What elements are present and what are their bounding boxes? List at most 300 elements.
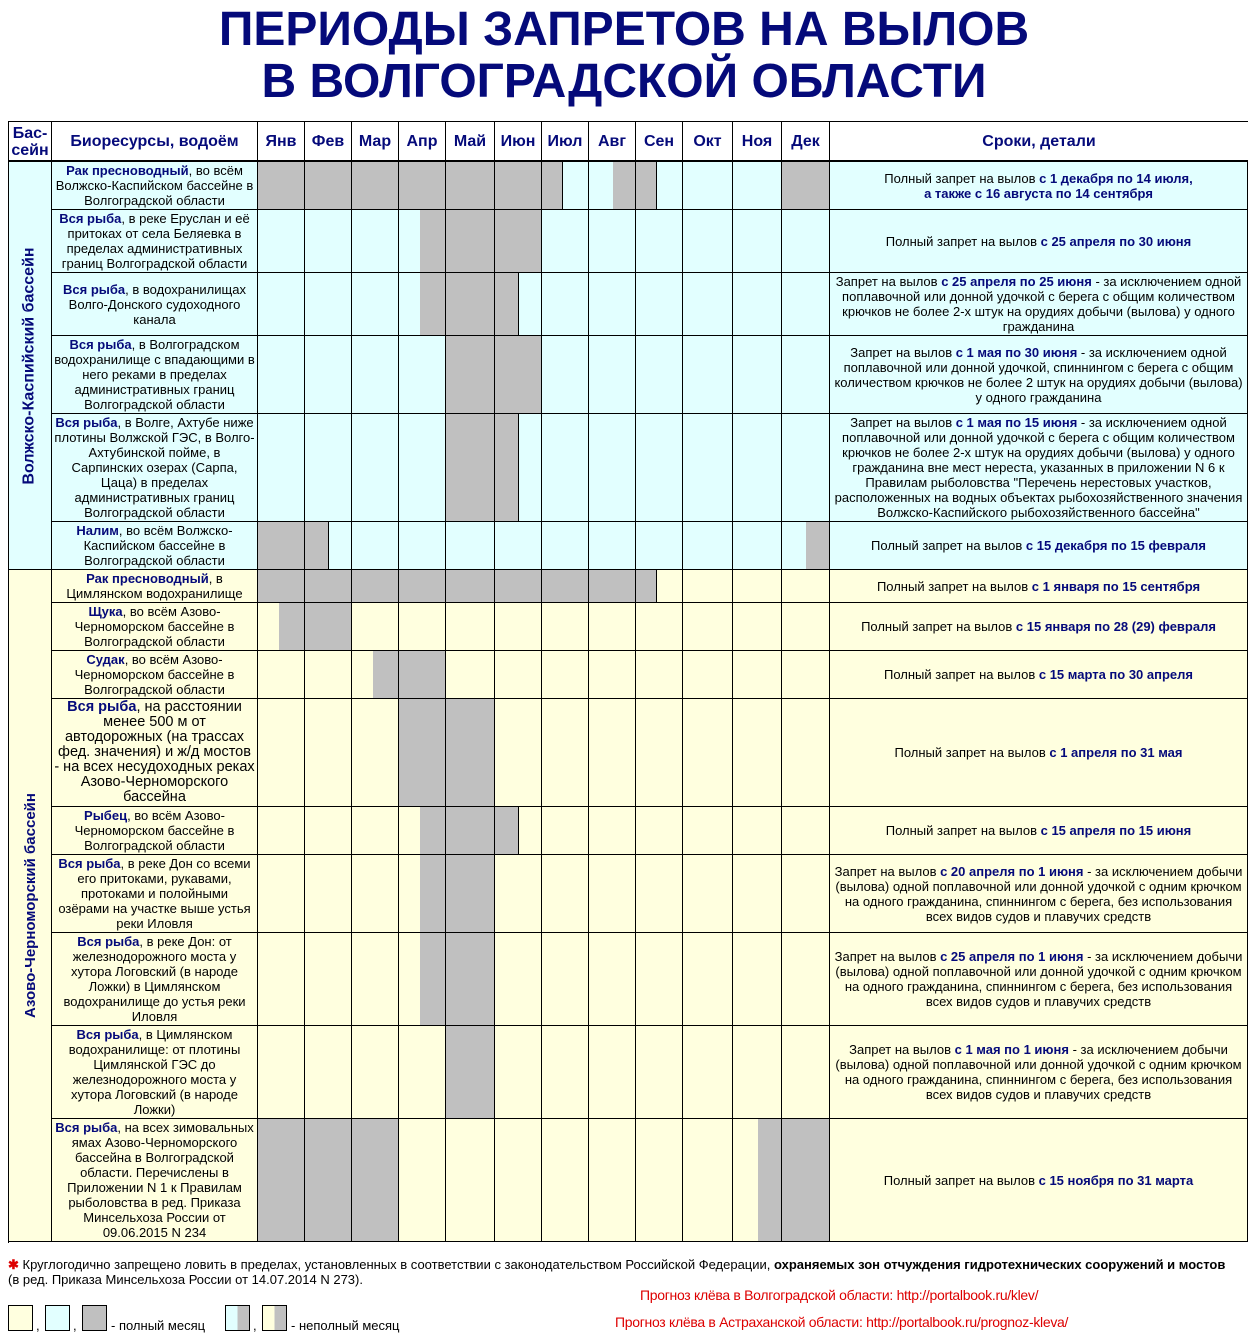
resource-cell	[52, 1026, 258, 1119]
month-divider	[304, 603, 305, 650]
month-cell	[683, 162, 733, 210]
month-cell	[636, 699, 683, 807]
month-cell	[683, 336, 733, 414]
month-cell	[782, 210, 830, 273]
header-resources-label: Биоресурсы, водоём	[70, 133, 239, 150]
header-month	[399, 122, 446, 162]
header-month-label: Фев	[311, 133, 345, 150]
details-condition: - за исключением одной поплавочной или донной удочкой, спиннингом с берега с общим количеством крючков не более 2 штук на орудиях добычи (вылова) у одного гражданина	[834, 344, 1243, 405]
month-divider	[541, 570, 542, 602]
month-divider	[635, 162, 636, 209]
page-title	[0, 4, 1248, 108]
resource-text	[54, 571, 255, 601]
month-cell	[399, 1119, 446, 1242]
month-cell	[636, 933, 683, 1026]
month-cell	[542, 273, 589, 336]
month-cell	[258, 807, 305, 855]
resource-cell	[52, 603, 258, 651]
month-cell	[636, 273, 683, 336]
header-resources	[52, 122, 258, 162]
month-cell	[733, 699, 782, 807]
details-period: с 1 мая по 1 июня	[954, 1042, 1069, 1057]
ban-period-bar	[258, 522, 329, 569]
month-cell	[258, 699, 305, 807]
header-month	[305, 122, 352, 162]
details-cell	[830, 336, 1248, 414]
details-cell	[830, 603, 1248, 651]
month-cell	[782, 603, 830, 651]
month-cell	[305, 273, 352, 336]
month-cell	[733, 933, 782, 1026]
month-cell	[542, 1119, 589, 1242]
month-cell	[352, 933, 399, 1026]
legend-comma: ,	[73, 1318, 77, 1333]
month-cell	[542, 414, 589, 522]
ban-period-bar	[258, 1119, 399, 1241]
details-prefix: Полный запрет на вылов	[876, 578, 1032, 594]
resource-species: Вся рыба	[55, 415, 118, 430]
details-prefix: Полный запрет на вылов	[884, 667, 1039, 682]
month-cell	[352, 414, 399, 522]
month-cell	[589, 1026, 636, 1119]
month-cell	[733, 807, 782, 855]
details-cell	[830, 1026, 1248, 1119]
month-cell	[258, 933, 305, 1026]
month-cell	[446, 522, 495, 570]
month-cell	[733, 1026, 782, 1119]
month-divider	[304, 570, 305, 602]
month-cell	[542, 522, 589, 570]
month-cell	[636, 414, 683, 522]
resource-text	[54, 415, 255, 520]
resource-cell	[52, 933, 258, 1026]
month-cell	[733, 273, 782, 336]
details-period: с 1 января по 15 сентября	[1031, 578, 1201, 594]
footnote-ref: (в ред. Приказа Минсельхоза России от 14.07.2014 N 273).	[8, 1272, 363, 1287]
resource-text	[54, 211, 255, 271]
month-cell	[782, 336, 830, 414]
header-month-label: Июн	[500, 133, 536, 150]
month-cell	[542, 933, 589, 1026]
header-month	[782, 122, 830, 162]
basin-name: Волжско-Каспийский бассейн	[21, 246, 38, 485]
month-cell	[305, 210, 352, 273]
month-cell	[636, 522, 683, 570]
header-month-label: Ноя	[741, 133, 773, 150]
month-cell	[305, 414, 352, 522]
resource-text	[54, 282, 255, 327]
month-divider	[494, 414, 495, 521]
legend-swatch-partial-volga	[225, 1305, 250, 1331]
title-line-1: ПЕРИОДЫ ЗАПРЕТОВ НА ВЫЛОВ	[218, 3, 1030, 56]
details-period: с 1 апреля по 31 мая	[1049, 745, 1183, 760]
month-cell	[733, 603, 782, 651]
month-cell	[352, 699, 399, 807]
link-astrakhan-forecast[interactable]: Прогноз клёва в Астраханской области: http://portalbook.ru/prognoz-kleva/	[615, 1314, 1069, 1330]
resource-location: , во всём Азово-Черноморском бассейне в Волгоградской области	[74, 808, 235, 853]
resource-species: Вся рыба	[77, 934, 140, 949]
month-cell	[589, 273, 636, 336]
month-cell	[636, 651, 683, 699]
resource-species: Вся рыба	[76, 1027, 139, 1042]
details-prefix: Полный запрет на вылов	[884, 170, 1040, 186]
month-cell	[683, 699, 733, 807]
month-cell	[258, 855, 305, 933]
month-divider	[445, 570, 446, 602]
month-divider	[398, 651, 399, 698]
details-text	[834, 864, 1243, 924]
month-cell	[542, 603, 589, 651]
details-condition: - за исключением добычи (вылова) одной поплавочной или донной удочкой с одним крючком на одного гражданина, спиннингом с берега, без использования всех видов судов и плавучих средств	[835, 863, 1243, 924]
month-cell	[305, 699, 352, 807]
resource-species: Вся рыба	[67, 699, 137, 715]
month-cell	[636, 210, 683, 273]
month-cell	[636, 855, 683, 933]
month-cell	[305, 855, 352, 933]
header-month	[258, 122, 305, 162]
resource-location: , в Цимлянском водохранилище: от плотины Цимлянской ГЭС до железнодорожного моста у хутора Логовский (в народе Ложки)	[68, 1027, 241, 1117]
title-line-2: В ВОЛГОГРАДСКОЙ ОБЛАСТИ	[261, 55, 987, 108]
month-cell	[782, 414, 830, 522]
month-cell	[352, 336, 399, 414]
month-cell	[589, 336, 636, 414]
resource-location: , в реке Дон: от железнодорожного моста у хутора Логовский (в народе Ложки) в Цимлянском водохранилище до устья реки Иловля	[63, 934, 246, 1024]
month-divider	[588, 570, 589, 602]
header-month-label: Мар	[358, 133, 392, 150]
header-month	[733, 122, 782, 162]
details-text	[884, 667, 1193, 682]
details-condition: - за исключением одной поплавочной или донной удочкой с берега с общим количеством крючков не более 2-х штук на орудиях добычи (вылова) у одного гражданина вне мест нереста, указанных в приложении N 6 к Правилам рыболовства "Перечень нерестовых участков, расположенных на водных объектах рыбохозяйственного значения Волжско-Каспийского рыбохозяйственного бассейна"	[834, 415, 1243, 520]
basin-name: Азово-Черноморский бассейн	[21, 793, 39, 1018]
month-divider	[445, 855, 446, 932]
month-divider	[445, 162, 446, 209]
details-period: с 20 апреля по 1 июня	[940, 863, 1084, 879]
details-cell	[830, 933, 1248, 1026]
basin-label-cell	[9, 162, 52, 570]
footnote	[8, 1257, 1244, 1287]
month-divider	[541, 162, 542, 209]
resource-text	[54, 856, 255, 931]
details-cell	[830, 855, 1248, 933]
details-text	[895, 745, 1183, 760]
month-cell	[399, 414, 446, 522]
resource-text	[54, 1027, 255, 1117]
resource-location: , в Волгоградском водохранилище с впадающими в него реками в пределах административных границ Волгоградской области	[54, 337, 255, 412]
month-cell	[782, 807, 830, 855]
resource-species: Щука	[88, 604, 123, 619]
month-cell	[305, 1026, 352, 1119]
resource-species: Вся рыба	[55, 1120, 118, 1135]
month-cell	[782, 273, 830, 336]
resource-text	[54, 523, 255, 568]
header-month-label: Авг	[597, 133, 627, 150]
resource-species: Налим	[76, 523, 119, 538]
details-text	[884, 1173, 1194, 1188]
month-cell	[683, 210, 733, 273]
month-cell	[589, 855, 636, 933]
month-cell	[542, 699, 589, 807]
details-period: с 25 апреля по 25 июня	[941, 274, 1092, 289]
header-month-label: Дек	[791, 133, 820, 150]
details-cell	[830, 162, 1248, 210]
month-cell	[733, 414, 782, 522]
details-text	[834, 345, 1243, 405]
details-condition: - за исключением добычи (вылова) одной поплавочной или донной удочкой с одним крючком на одного гражданина, спиннингом с берега, без использования всех видов судов и плавучих средств	[835, 1042, 1242, 1102]
details-prefix: Полный запрет на вылов	[885, 233, 1041, 249]
month-divider	[398, 162, 399, 209]
header-month-label: Май	[453, 133, 487, 150]
month-cell	[258, 210, 305, 273]
details-period: с 25 апреля по 1 июня	[940, 949, 1084, 964]
footnote-text: Круглогодично запрещено ловить в пределах, установленных в соответствии с законодательством Российской Федерации,	[18, 1257, 775, 1272]
legend-swatch-partial-azov	[262, 1305, 287, 1331]
details-text	[861, 619, 1216, 634]
month-cell	[305, 933, 352, 1026]
legend-full-month: - полный месяц	[111, 1318, 206, 1333]
month-divider	[445, 273, 446, 335]
details-text	[834, 1042, 1243, 1102]
details-prefix: Полный запрет на вылов	[885, 823, 1041, 838]
month-cell	[782, 570, 830, 603]
month-cell	[589, 210, 636, 273]
month-cell	[542, 807, 589, 855]
resource-text	[54, 934, 255, 1024]
details-period: с 15 апреля по 15 июня	[1040, 823, 1192, 838]
month-cell	[636, 1119, 683, 1242]
resource-species: Вся рыба	[59, 211, 122, 226]
month-cell	[589, 1119, 636, 1242]
month-cell	[683, 603, 733, 651]
header-month	[589, 122, 636, 162]
month-cell	[399, 522, 446, 570]
details-text	[884, 171, 1192, 201]
resource-cell	[52, 699, 258, 807]
month-divider	[351, 1119, 352, 1241]
resource-cell	[52, 651, 258, 699]
month-cell	[542, 210, 589, 273]
basin-label-cell	[9, 570, 52, 1242]
month-cell	[352, 855, 399, 933]
resource-location: , в Цимлянском водохранилище	[66, 571, 243, 601]
legend-comma: ,	[36, 1318, 40, 1333]
details-prefix: Полный запрет на вылов	[883, 1172, 1039, 1188]
resource-text	[54, 337, 255, 412]
details-period-2: а также с 16 августа по 14 сентября	[924, 185, 1153, 201]
month-cell	[683, 1119, 733, 1242]
details-period: с 25 апреля по 30 июня	[1040, 233, 1192, 249]
month-cell	[683, 273, 733, 336]
header-basin	[9, 122, 52, 162]
details-period: с 1 мая по 15 июня	[955, 415, 1078, 430]
month-cell	[733, 336, 782, 414]
ban-period-bar	[806, 522, 830, 569]
details-cell	[830, 522, 1248, 570]
month-cell	[589, 651, 636, 699]
month-cell	[305, 336, 352, 414]
month-cell	[589, 807, 636, 855]
header-month	[636, 122, 683, 162]
resource-location: , в водохранилищах Волго-Донского судоходного канала	[68, 281, 246, 327]
resource-cell	[52, 210, 258, 273]
ban-period-bar	[420, 855, 495, 932]
resource-cell	[52, 273, 258, 336]
month-cell	[495, 1119, 542, 1242]
month-cell	[446, 1119, 495, 1242]
month-cell	[542, 855, 589, 933]
month-cell	[495, 1026, 542, 1119]
month-cell	[352, 210, 399, 273]
month-cell	[683, 933, 733, 1026]
month-cell	[782, 933, 830, 1026]
month-cell	[683, 651, 733, 699]
details-prefix: Запрет на вылов	[834, 949, 941, 964]
month-divider	[635, 570, 636, 602]
legend-swatch-volga	[45, 1305, 70, 1331]
month-cell	[733, 570, 782, 603]
details-text	[834, 415, 1243, 520]
month-cell	[352, 603, 399, 651]
resource-species: Вся рыба	[69, 337, 132, 352]
month-divider	[445, 933, 446, 1025]
ban-period-bar	[420, 273, 519, 335]
month-divider	[781, 1119, 782, 1241]
header-month-label: Окт	[693, 133, 722, 150]
ban-period-bar	[373, 651, 446, 698]
details-cell	[830, 414, 1248, 522]
month-divider	[494, 570, 495, 602]
month-cell	[258, 336, 305, 414]
month-divider	[445, 699, 446, 806]
resource-location: , во всём Азово-Черноморском бассейне в Волгоградской области	[74, 652, 235, 697]
month-cell	[495, 699, 542, 807]
resource-cell	[52, 162, 258, 210]
resource-cell	[52, 1119, 258, 1242]
details-cell	[830, 570, 1248, 603]
month-cell	[352, 522, 399, 570]
month-cell	[258, 1026, 305, 1119]
month-divider	[351, 162, 352, 209]
details-period: с 15 марта по 30 апреля	[1038, 667, 1193, 682]
resource-text	[54, 604, 255, 649]
month-cell	[305, 651, 352, 699]
month-cell	[352, 273, 399, 336]
ban-period-bar	[258, 570, 657, 602]
ban-period-bar	[420, 210, 542, 272]
resource-location: , во всём Волжско-Каспийском бассейне в Волгоградской области	[55, 163, 254, 208]
month-divider	[494, 807, 495, 854]
month-divider	[445, 210, 446, 272]
header-month-label: Июл	[547, 133, 583, 150]
resource-location: , в реке Дон со всеми его притоками, рукавами, протоками и полойными озёрами на участке выше устья реки Иловля	[58, 856, 251, 931]
month-cell	[636, 603, 683, 651]
header-month-label: Сен	[643, 133, 675, 150]
resource-species: Вся рыба	[58, 856, 121, 871]
month-cell	[782, 699, 830, 807]
month-cell	[495, 933, 542, 1026]
resource-species: Рак пресноводный	[86, 571, 209, 586]
details-prefix: Полный запрет на вылов	[871, 538, 1026, 553]
details-condition: - за исключением добычи (вылова) одной поплавочной или донной удочкой с одним крючком на одного гражданина, спиннингом с берега, без использования всех видов судов и плавучих средств	[835, 949, 1243, 1009]
month-cell	[782, 1026, 830, 1119]
legend-swatch-azov	[8, 1305, 33, 1331]
ban-period-bar	[758, 1119, 830, 1241]
details-text	[886, 234, 1192, 249]
month-cell	[636, 336, 683, 414]
month-cell	[589, 933, 636, 1026]
month-cell	[733, 210, 782, 273]
month-cell	[636, 1026, 683, 1119]
resource-location: , в реке Еруслан и её притоках от села Беляевка в пределах административных границ Волгоградской области	[61, 211, 250, 271]
month-cell	[495, 855, 542, 933]
details-prefix: Запрет на вылов	[850, 344, 956, 360]
month-divider	[351, 570, 352, 602]
month-cell	[782, 651, 830, 699]
header-details	[830, 122, 1248, 162]
details-cell	[830, 273, 1248, 336]
ban-periods-table	[8, 121, 1248, 1243]
details-prefix: Полный запрет на вылов	[894, 745, 1050, 760]
month-cell	[258, 414, 305, 522]
month-cell	[399, 1026, 446, 1119]
resource-cell	[52, 855, 258, 933]
details-text	[886, 823, 1192, 838]
month-cell	[446, 603, 495, 651]
resource-text	[54, 808, 255, 853]
month-divider	[494, 336, 495, 413]
header-month	[683, 122, 733, 162]
month-cell	[542, 651, 589, 699]
details-prefix: Запрет на вылов	[834, 863, 941, 879]
ban-period-bar	[399, 699, 495, 806]
header-month	[352, 122, 399, 162]
header-month	[495, 122, 542, 162]
month-cell	[733, 651, 782, 699]
month-cell	[542, 1026, 589, 1119]
details-cell	[830, 1119, 1248, 1242]
details-text	[877, 579, 1200, 594]
month-divider	[494, 273, 495, 335]
month-divider	[398, 570, 399, 602]
details-cell	[830, 807, 1248, 855]
link-volgograd-forecast[interactable]: Прогноз клёва в Волгоградской области: http://portalbook.ru/klev/	[640, 1287, 1039, 1303]
asterisk-icon: ✱	[8, 1257, 19, 1272]
resource-cell	[52, 570, 258, 603]
month-cell	[589, 603, 636, 651]
header-month	[446, 122, 495, 162]
month-cell	[683, 522, 733, 570]
ban-period-bar	[420, 807, 519, 854]
month-cell	[636, 807, 683, 855]
month-cell	[495, 603, 542, 651]
month-cell	[495, 651, 542, 699]
month-cell	[683, 855, 733, 933]
month-cell	[733, 855, 782, 933]
month-divider	[445, 807, 446, 854]
month-divider	[494, 162, 495, 209]
details-text	[871, 538, 1206, 553]
details-cell	[830, 651, 1248, 699]
month-divider	[304, 162, 305, 209]
ban-period-bar	[446, 414, 519, 521]
resource-location: , во всём Волжско-Каспийском бассейне в Волгоградской области	[83, 523, 233, 568]
details-prefix: Запрет на вылов	[850, 415, 956, 430]
month-cell	[399, 336, 446, 414]
details-period: с 15 ноября по 31 марта	[1038, 1172, 1194, 1188]
ban-period-bar	[279, 603, 352, 650]
resource-text	[54, 1120, 255, 1240]
month-divider	[304, 1119, 305, 1241]
legend-swatch-ban	[82, 1305, 107, 1331]
